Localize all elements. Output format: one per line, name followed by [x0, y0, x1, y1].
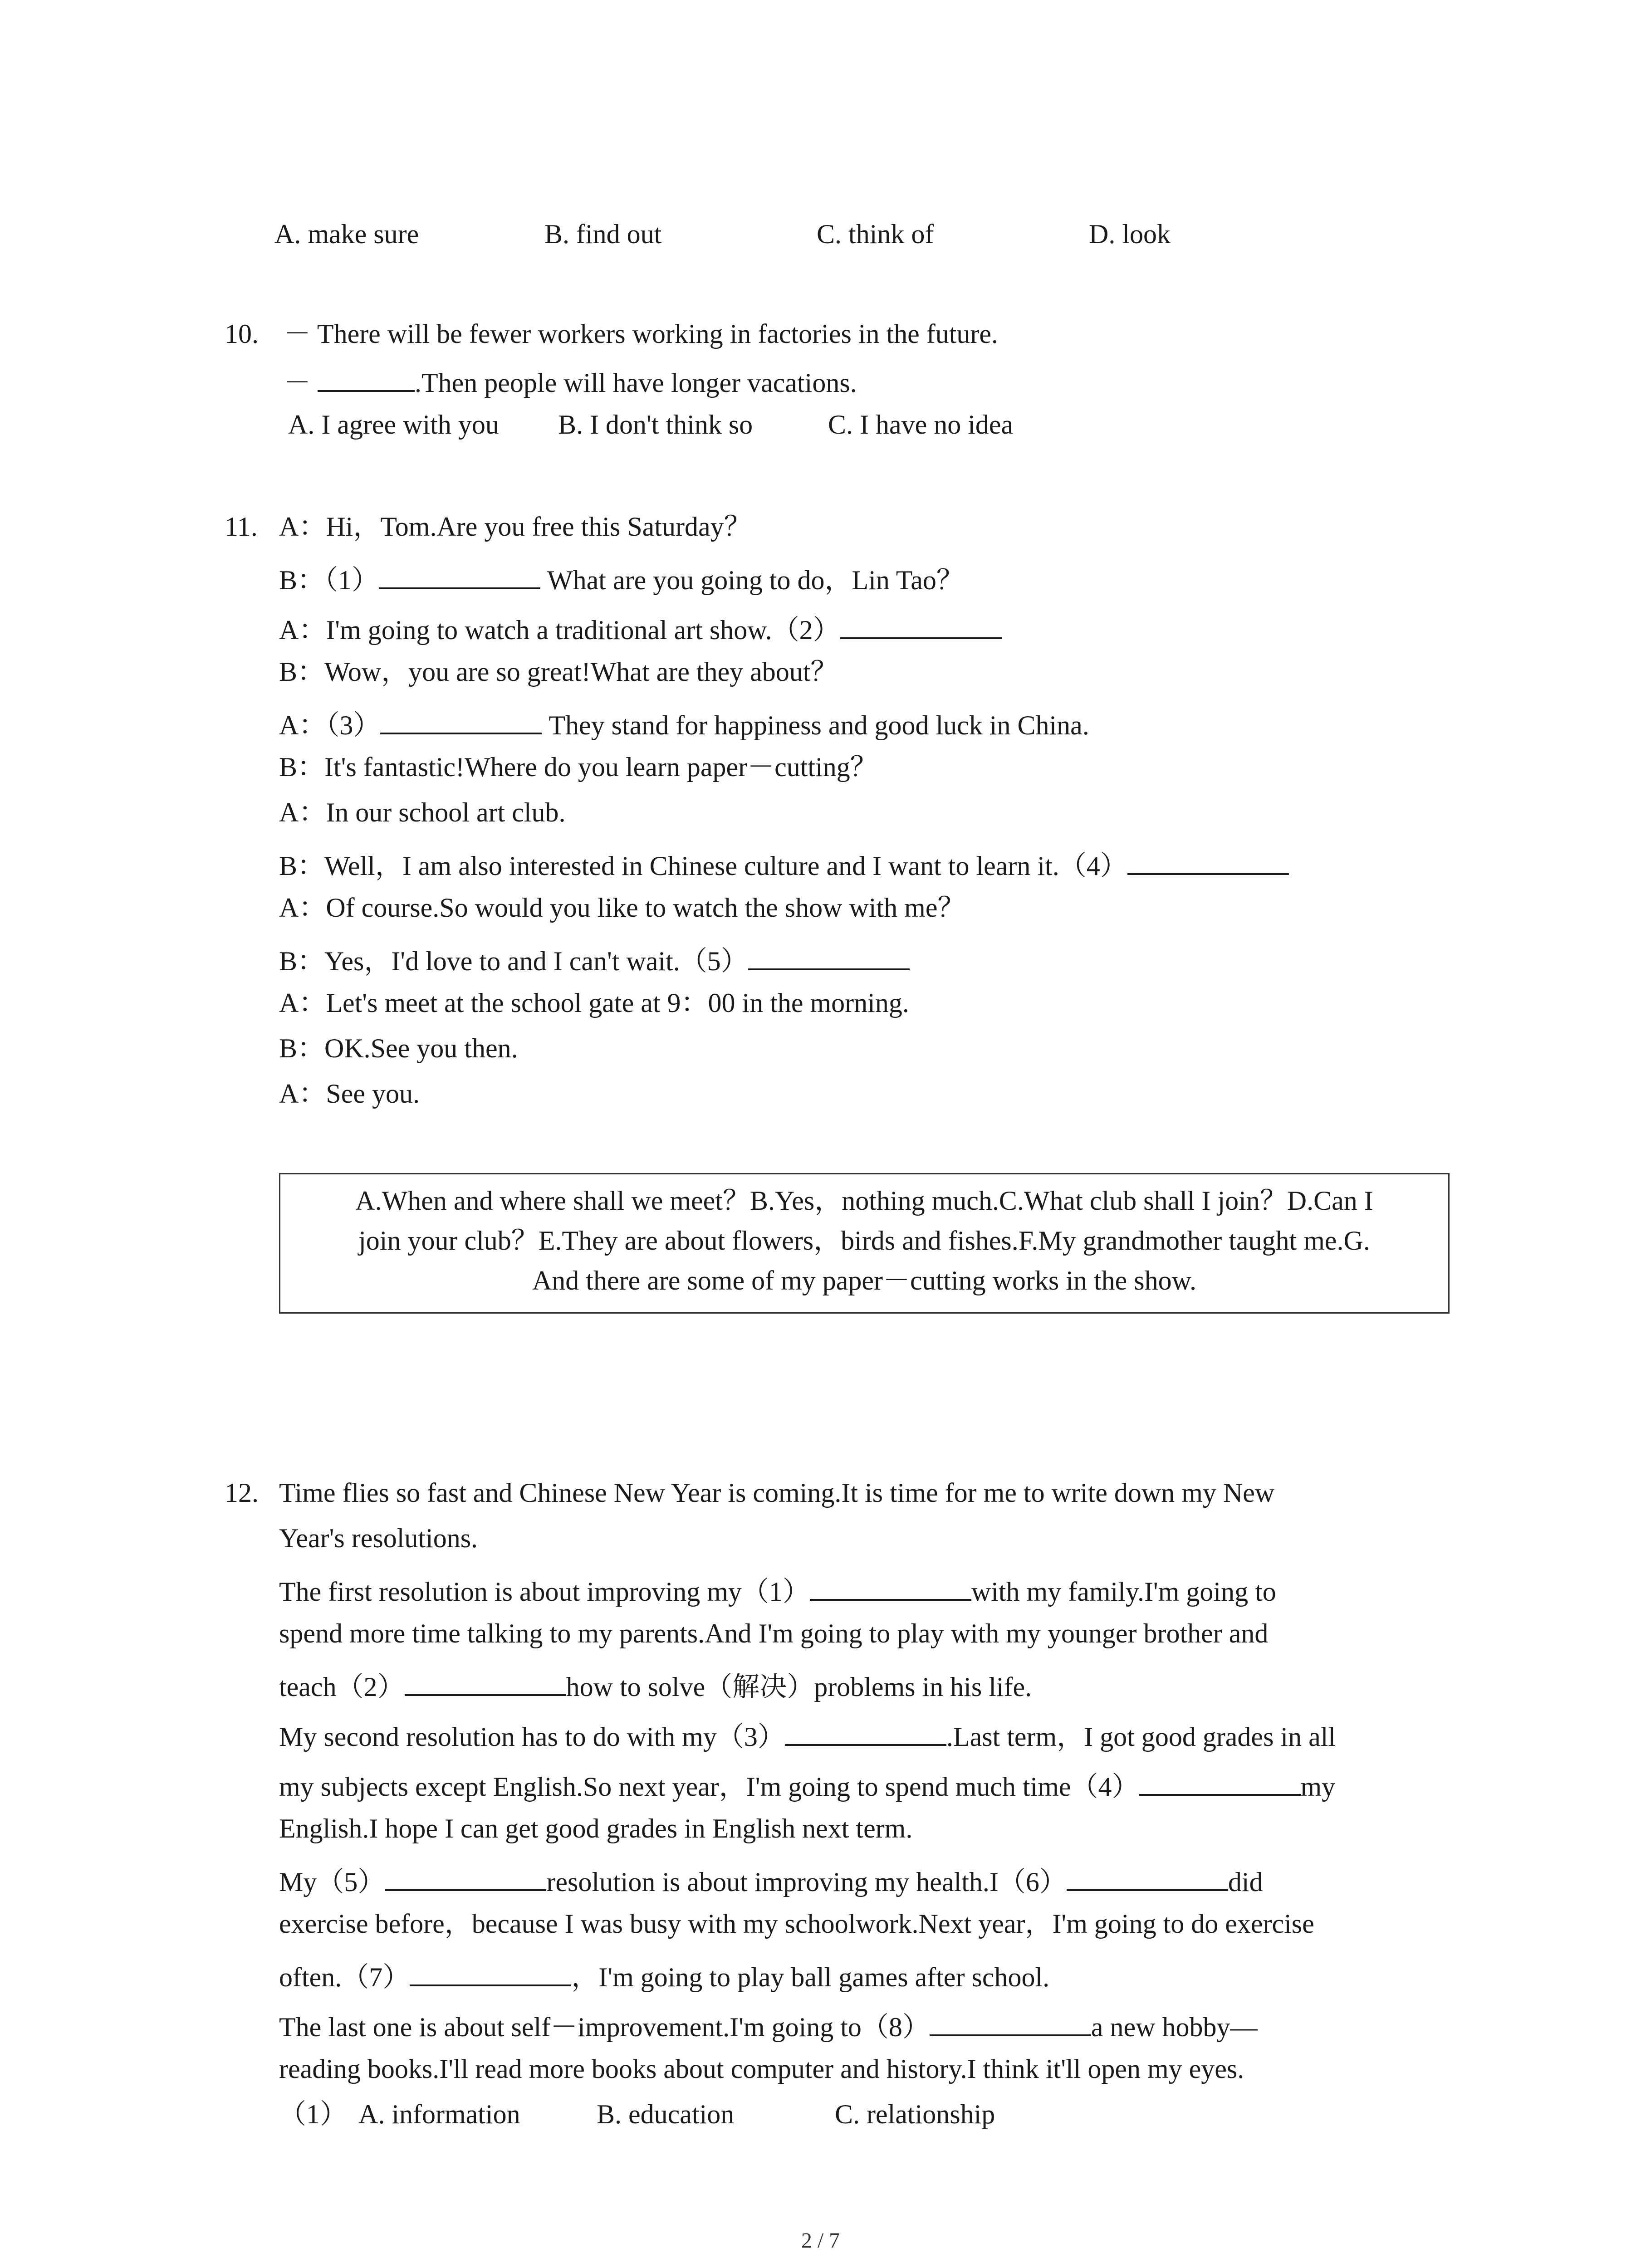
q12-line-1: Time flies so fast and Chinese New Year is coming.It is time for me to write down my New — [279, 1478, 1275, 1508]
q11-blank-3[interactable] — [380, 705, 542, 734]
page-number: 2 / 7 — [801, 2229, 840, 2253]
q11-box-line-2: join your club？E.They are about flowers，birds and fishes.F.My grandmother taught me.G. — [358, 1226, 1370, 1256]
q11-line-1: A：Hi，Tom.Are you free this Saturday？ — [279, 512, 751, 542]
q11-line-13: A：See you. — [279, 1079, 420, 1109]
q12-options-label: （1） — [279, 2099, 347, 2129]
q11-line-7: A：In our school art club. — [279, 797, 566, 827]
q10-line-1: － There will be fewer workers working in factories in the future. — [284, 319, 999, 349]
q10-number: 10. — [225, 319, 259, 349]
q12-blank-6[interactable] — [1067, 1862, 1228, 1891]
q11-blank-4[interactable] — [1127, 846, 1289, 875]
q12-line-11: often.（7） ，I'm going to play ball games after school. — [279, 1957, 1049, 1990]
q11-blank-5[interactable] — [748, 941, 910, 970]
q12-line-10: exercise before，because I was busy with my schoolwork.Next year，I'm going to do exercise — [279, 1909, 1314, 1939]
q10-option-c: C. I have no idea — [828, 410, 1014, 440]
q11-line-12: B：OK.See you then. — [279, 1033, 518, 1063]
q11-options-box — [279, 1173, 1450, 1314]
q9-option-c: C. think of — [817, 219, 934, 249]
q11-line-6: B：It's fantastic!Where do you learn paper－cutting？ — [279, 752, 877, 782]
q9-option-a: A. make sure — [274, 219, 419, 249]
q11-line-3: A：I'm going to watch a traditional art show.（2） — [279, 610, 1002, 643]
q10-line-2: － .Then people will have longer vacations. — [284, 363, 857, 396]
q12-blank-5[interactable] — [385, 1862, 546, 1891]
q11-blank-1[interactable] — [379, 560, 540, 589]
q10-blank[interactable] — [318, 363, 415, 392]
q12-line-2: Year's resolutions. — [279, 1523, 478, 1553]
q10-option-b: B. I don't think so — [558, 410, 753, 440]
q12-line-13: reading books.I'll read more books about computer and history.I think it'll open my eyes. — [279, 2054, 1244, 2084]
q12-blank-1[interactable] — [810, 1572, 971, 1601]
q12-line-9: My（5） resolution is about improving my health.I（6） did — [279, 1862, 1263, 1895]
q12-blank-8[interactable] — [930, 2007, 1091, 2036]
q11-line-11: A：Let's meet at the school gate at 9：00 in the morning. — [279, 988, 909, 1018]
q11-number: 11. — [225, 512, 258, 542]
q11-box-line-3: And there are some of my paper－cutting works in the show. — [532, 1266, 1197, 1295]
q12-line-4: spend more time talking to my parents.And I'm going to play with my younger brother and — [279, 1618, 1269, 1648]
q9-option-d: D. look — [1089, 219, 1171, 249]
q12-line-7: my subjects except English.So next year，I'm going to spend much time（4） my — [279, 1767, 1335, 1799]
q11-line-5: A：（3） They stand for happiness and good luck in China. — [279, 705, 1089, 738]
q12-option-c: C. relationship — [835, 2099, 995, 2129]
q9-option-b: B. find out — [544, 219, 662, 249]
q12-number: 12. — [225, 1478, 259, 1508]
q11-blank-2[interactable] — [840, 610, 1002, 639]
q11-line-4: B：Wow，you are so great!What are they about？ — [279, 657, 838, 687]
q11-box-line-1: A.When and where shall we meet？B.Yes，nothing much.C.What club shall I join？D.Can I — [355, 1186, 1373, 1216]
q12-option-a: A. information — [358, 2099, 520, 2129]
q12-blank-4[interactable] — [1139, 1767, 1301, 1796]
q11-line-2: B：（1） What are you going to do，Lin Tao？ — [279, 560, 964, 593]
q12-line-12: The last one is about self－improvement.I'm going to（8） a new hobby— — [279, 2007, 1258, 2040]
q12-line-6: My second resolution has to do with my（3） .Last term，I got good grades in all — [279, 1717, 1336, 1750]
q11-line-9: A：Of course.So would you like to watch the show with me？ — [279, 893, 965, 923]
q11-line-10: B：Yes，I'd love to and I can't wait.（5） — [279, 941, 910, 974]
q12-line-3: The first resolution is about improving my（1） with my family.I'm going to — [279, 1572, 1276, 1604]
q11-line-8: B：Well，I am also interested in Chinese culture and I want to learn it.（4） — [279, 846, 1289, 879]
q12-blank-2[interactable] — [405, 1667, 566, 1696]
q12-option-b: B. education — [597, 2099, 735, 2129]
q12-blank-7[interactable] — [410, 1957, 571, 1986]
q12-blank-3[interactable] — [785, 1717, 946, 1746]
q12-line-8: English.I hope I can get good grades in English next term. — [279, 1813, 913, 1843]
q10-option-a: A. I agree with you — [288, 410, 499, 440]
q12-line-5: teach（2） how to solve（解决）problems in his life. — [279, 1667, 1032, 1700]
